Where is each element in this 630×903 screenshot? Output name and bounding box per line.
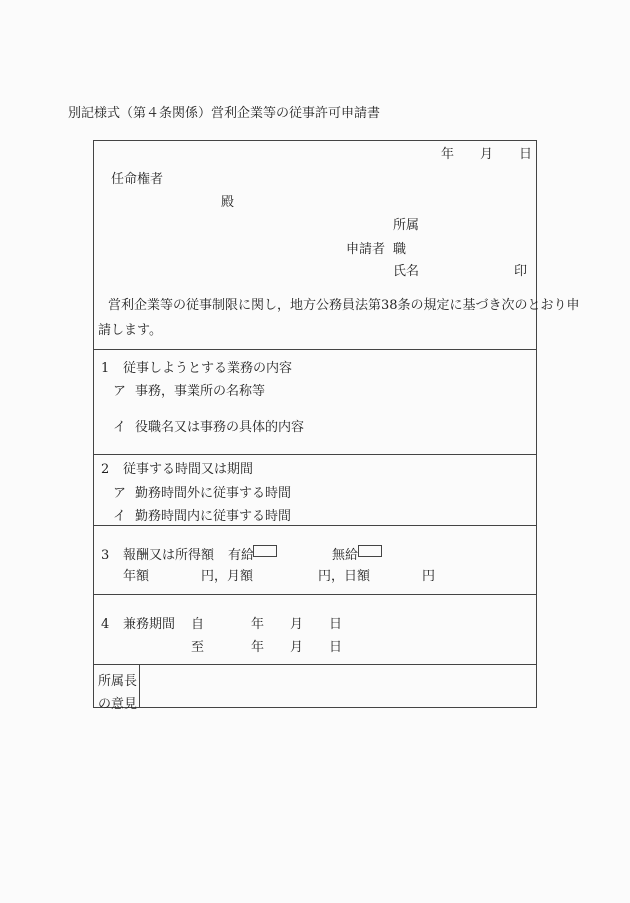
section2-title: 従事する時間又は期間 [123,462,254,477]
paid-label: 有給 [228,548,255,563]
opinion-label-line-2: の意見 [98,697,138,712]
section1-number: 1 [101,361,110,376]
paid-checkbox[interactable] [253,545,277,557]
section2-item-a-label: ア [113,486,127,501]
section4-number: 4 [101,617,110,632]
page-title: 別記様式（第４条関係）営利企業等の従事許可申請書 [68,106,381,121]
row-divider-4 [94,594,536,595]
row-divider-1 [94,349,536,350]
opinion-input-area[interactable] [140,664,536,708]
section1-item-a-text: 事務，事業所の名称等 [135,384,266,399]
row-divider-3 [94,525,536,526]
statement-line-2: 請します。 [98,323,162,338]
period-to-label: 至 [191,640,205,655]
seal-label: 印 [514,264,528,279]
amounts-line: 年額 円，月額 円，日額 円 [123,569,436,584]
section3-title: 報酬又は所得額 [123,548,215,563]
date-line: 年 月 日 [441,147,533,162]
affiliation-label: 所属 [393,218,420,233]
section4-title: 兼務期間 [123,617,176,632]
row-divider-2 [94,454,536,455]
position-label: 職 [393,242,407,257]
section1-title: 従事しようとする業務の内容 [123,361,293,376]
section1-item-b-text: 役職名又は事務の具体的内容 [135,420,305,435]
section1-item-a-label: ア [113,384,127,399]
period-from-label: 自 [191,617,205,632]
section3-number: 3 [101,548,110,563]
section2-item-b-label: イ [113,509,127,524]
section2-item-a-text: 勤務時間外に従事する時間 [135,486,292,501]
section2-number: 2 [101,462,110,477]
section1-item-b-label: イ [113,420,127,435]
statement-line-1: 営利企業等の従事制限に関し，地方公務員法第38条の規定に基づき次のとおり申 [108,298,580,313]
period-to-date: 年 月 日 [251,640,343,655]
section2-item-b-text: 勤務時間内に従事する時間 [135,509,292,524]
appointing-authority-label: 任命権者 [111,172,164,187]
application-form-box [93,140,580,712]
name-label: 氏名 [393,264,420,279]
period-from-date: 年 月 日 [251,617,343,632]
unpaid-label: 無給 [332,548,359,563]
opinion-label-line-1: 所属長 [98,674,138,689]
honorific-label: 殿 [221,195,235,210]
unpaid-checkbox[interactable] [358,545,382,557]
applicant-label: 申請者 [346,242,386,257]
